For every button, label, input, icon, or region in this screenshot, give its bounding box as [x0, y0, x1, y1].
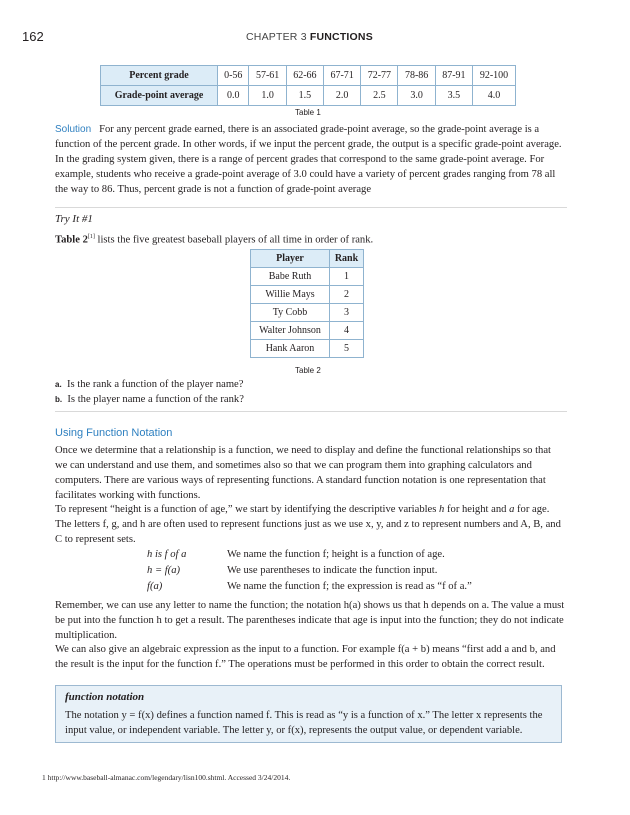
rank-cell: 3 [330, 304, 364, 322]
try-it-title: Try It #1 [55, 213, 93, 225]
question-a [55, 377, 243, 392]
table-cell: 2.0 [323, 86, 360, 106]
rank-cell: 2 [330, 286, 364, 304]
notation-row [147, 579, 567, 594]
table-cell: 0-56 [218, 66, 249, 86]
table-cell: 92-100 [472, 66, 515, 86]
footnote: 1 http://www.baseball-almanac.com/legendary/lisn100.shtml. Accessed 3/24/2014. [42, 773, 291, 782]
table-row [251, 304, 364, 322]
table-row [101, 86, 516, 106]
rank-column-header: Rank [330, 250, 364, 268]
section-heading: Using Function Notation [55, 427, 173, 439]
solution-paragraph [55, 122, 563, 152]
rank-cell: 1 [330, 268, 364, 286]
table2-caption: Table 2 [295, 366, 321, 375]
player-column-header: Player [251, 250, 330, 268]
players-table [250, 249, 364, 358]
footnote-ref[interactable]: [1] [87, 234, 95, 240]
table-row [251, 268, 364, 286]
gpa-header: Grade-point average [101, 86, 218, 106]
divider [55, 411, 567, 412]
solution-text: For any percent grade earned, there is an associated grade-point average, so the grade-point average is a function of the percent grade. In other words, if we input the percent grade, the output is a specific grade-point average. [55, 124, 562, 150]
table-cell: 78-86 [398, 66, 435, 86]
notation-right: We use parentheses to indicate the function input. [227, 565, 438, 576]
solution-label: Solution [55, 124, 92, 135]
definition-title: function notation [65, 691, 145, 703]
rank-cell: 4 [330, 322, 364, 340]
p2-text-c: for age. [514, 504, 550, 515]
table-row [251, 340, 364, 358]
question-a-text: Is the rank a function of the player name? [66, 379, 244, 390]
running-header [246, 31, 373, 43]
table-header-row [251, 250, 364, 268]
table-cell: 3.5 [435, 86, 472, 106]
table-row [251, 286, 364, 304]
percent-grade-header: Percent grade [101, 66, 218, 86]
chapter-title: FUNCTIONS [309, 31, 373, 43]
table-cell: 87-91 [435, 66, 472, 86]
p2-text-a: To represent “height is a function of age,” we start by identifying the descriptive variables [55, 504, 440, 515]
question-a-letter: a. [55, 380, 62, 389]
notation-left: h is f of a [147, 549, 187, 560]
table-row [101, 66, 516, 86]
definition-box [55, 685, 562, 743]
divider [55, 207, 567, 208]
var-h: h [439, 504, 445, 515]
page-number: 162 [22, 29, 44, 44]
player-cell: Babe Ruth [251, 268, 330, 286]
chapter-label: CHAPTER 3 [246, 31, 307, 43]
notation-right: We name the function f; height is a function of age. [227, 549, 445, 560]
table-cell: 1.5 [286, 86, 323, 106]
notation-left: h = f(a) [147, 565, 181, 576]
section-paragraph-4: We can also give an algebraic expression as the input to a function. For example f(a + b) means “first add a and b, and the result is the input for the function f.” The operations must be performed in this order to obtain the correct result. [55, 644, 556, 670]
question-b-letter: b. [55, 395, 63, 404]
table2-ref: Table 2 [55, 234, 88, 246]
grade-table [100, 65, 516, 106]
p2-line-2: The letters f, g, and h are often used to represent functions just as we use x, y, and z to represent numbers and A, B, and [55, 519, 561, 530]
table-cell: 72-77 [361, 66, 398, 86]
p2-text-b: for height and [444, 504, 510, 515]
p2-line-3: C to represent sets. [55, 534, 136, 545]
var-a: a [509, 504, 515, 515]
player-cell: Hank Aaron [251, 340, 330, 358]
notation-row [147, 563, 567, 578]
table-row [251, 322, 364, 340]
notation-left: f(a) [147, 581, 163, 592]
table1-caption: Table 1 [295, 108, 321, 117]
definition-body: The notation y = f(x) defines a function named f. This is read as “y is a function of x.” The letter x represents the input value, or independent variable. The letter y, or f(x), represents the output value, or dependent variable. [65, 710, 543, 736]
try-it-intro [55, 230, 563, 248]
table-cell: 3.0 [398, 86, 435, 106]
section-paragraph-1: Once we determine that a relationship is a function, we need to display and define the functional relationships so that we can understand and use them, and sometimes also so that we can program them into graphing calculators and computers. There are various ways of representing functions. A standard function notation is one representation that facilitates working with functions. [55, 445, 551, 501]
notation-row [147, 547, 567, 562]
notation-right: We name the function f; the expression is read as “f of a.” [227, 581, 472, 592]
player-cell: Walter Johnson [251, 322, 330, 340]
table-cell: 2.5 [361, 86, 398, 106]
question-b-text: Is the player name a function of the rank? [67, 394, 244, 405]
table-cell: 62-66 [286, 66, 323, 86]
try-it-intro-text: lists the five greatest baseball players of all time in order of rank. [94, 234, 374, 246]
rank-cell: 5 [330, 340, 364, 358]
table-cell: 67-71 [323, 66, 360, 86]
table-cell: 1.0 [249, 86, 286, 106]
section-paragraph-3: Remember, we can use any letter to name the function; the notation h(a) shows us that h depends on a. The value a must be put into the function h to get a result. The parentheses indicate that age is input into the function; they do not indicate multiplication. [55, 600, 565, 641]
table-cell: 57-61 [249, 66, 286, 86]
table-cell: 0.0 [218, 86, 249, 106]
player-cell: Willie Mays [251, 286, 330, 304]
solution-paragraph-2: In the grading system given, there is a range of percent grades that correspond to the same grade-point average. For example, students who receive a grade-point average of 3.0 could have a variety of percent grades ranging from 78 all the way to 86. Thus, percent grade is not a function of grade-point average [55, 154, 556, 195]
question-b [55, 392, 244, 407]
table-cell: 4.0 [472, 86, 515, 106]
section-paragraph-2 [55, 502, 565, 547]
player-cell: Ty Cobb [251, 304, 330, 322]
